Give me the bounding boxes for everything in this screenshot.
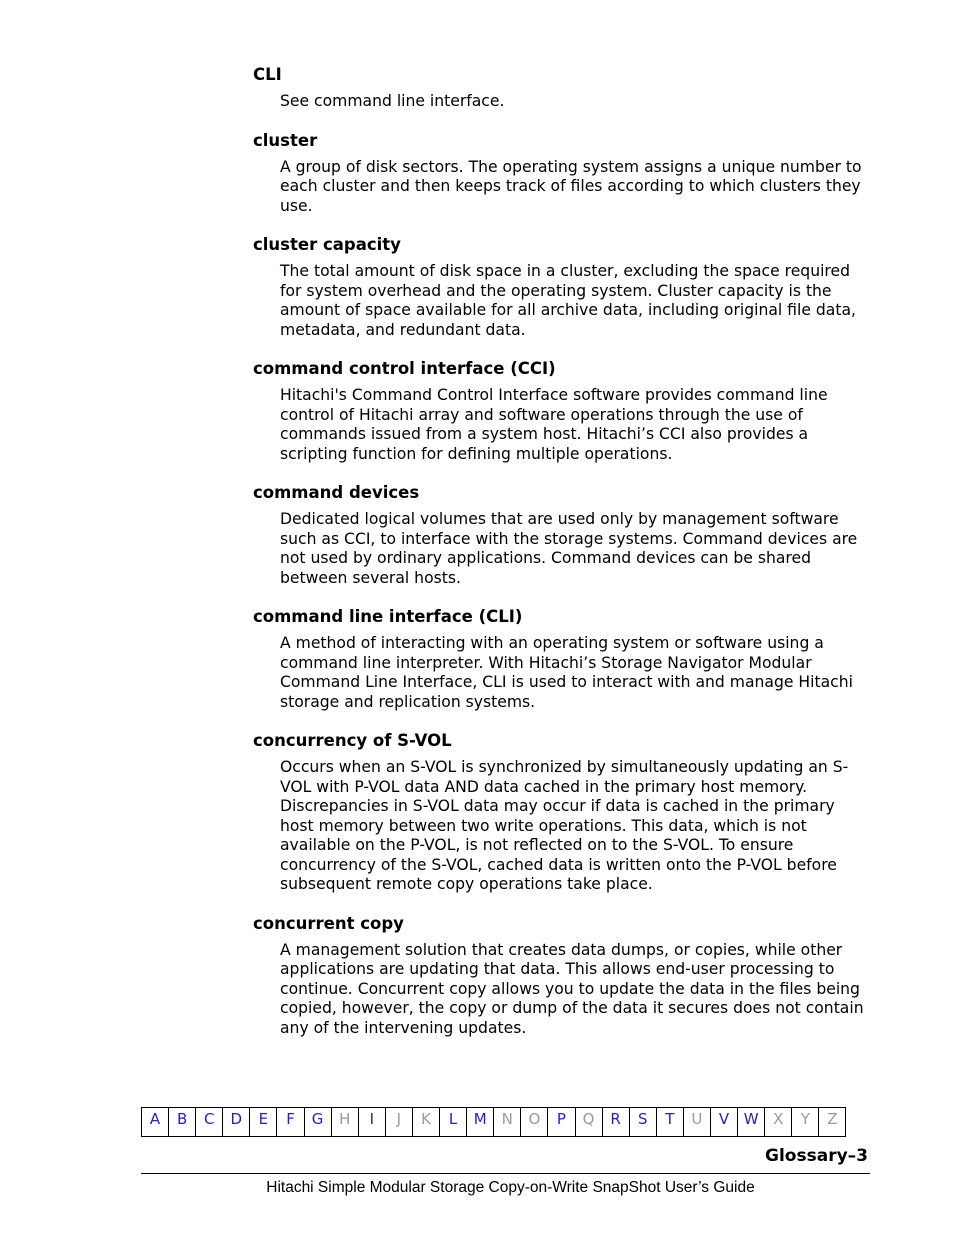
glossary-definition: See command line interface.: [280, 92, 505, 110]
alphabet-link-c[interactable]: C: [196, 1108, 223, 1136]
alphabet-link-y: Y: [792, 1108, 819, 1136]
glossary-entry: [253, 130, 873, 217]
alphabet-link-n: N: [494, 1108, 521, 1136]
alphabet-link-q: Q: [576, 1108, 603, 1136]
alphabet-link-u: U: [684, 1108, 711, 1136]
alphabet-link-f[interactable]: F: [277, 1108, 304, 1136]
footer-divider: [141, 1173, 870, 1174]
alphabet-link-s[interactable]: S: [630, 1108, 657, 1136]
alphabet-link-w[interactable]: W: [738, 1108, 765, 1136]
glossary-definition: A method of interacting with an operating system or software using a command line interpreter. With Hitachi’s Storage Navigator Modular Command Line Interface, CLI is used to interact with and manage Hitachi storage and replication systems.: [280, 634, 853, 711]
glossary-definition: Occurs when an S-VOL is synchronized by simultaneously updating an S-VOL with P-VOL data AND data cached in the primary host memory. Discrepancies in S-VOL data may occur if data is cached in the primary host memory between two write operations. This data, which is not available on the P-VOL, is not reflected on to the S-VOL. To ensure concurrency of the S-VOL, cached data is written onto the P-VOL before subsequent remote copy operations take place.: [280, 758, 849, 893]
page-number: Glossary–3: [765, 1146, 868, 1166]
glossary-term: command control interface (CCI): [253, 359, 556, 378]
alphabet-link-v[interactable]: V: [711, 1108, 738, 1136]
glossary-entry: [253, 358, 873, 464]
glossary-term: CLI: [253, 65, 282, 84]
alphabet-link-i[interactable]: I: [359, 1108, 386, 1136]
glossary-term: command line interface (CLI): [253, 607, 523, 626]
alphabet-link-h: H: [332, 1108, 359, 1136]
alphabet-link-t[interactable]: T: [657, 1108, 684, 1136]
alphabet-index-nav: [141, 1107, 846, 1137]
alphabet-link-l[interactable]: L: [440, 1108, 467, 1136]
glossary-definition: Hitachi's Command Control Interface software provides command line control of Hitachi array and software operations through the use of commands issued from a system host. Hitachi’s CCI also provides a scripting function for defining multiple operations.: [280, 386, 828, 463]
alphabet-link-r[interactable]: R: [603, 1108, 630, 1136]
glossary-entry: [253, 234, 873, 340]
document-title: Hitachi Simple Modular Storage Copy-on-Write SnapShot User’s Guide: [266, 1179, 755, 1196]
alphabet-link-p[interactable]: P: [548, 1108, 575, 1136]
glossary-entry: [253, 482, 873, 588]
glossary-term: cluster: [253, 130, 318, 150]
glossary-entry: [253, 606, 873, 712]
glossary-definition: A group of disk sectors. The operating system assigns a unique number to each cluster and then keeps track of files according to which clusters they use.: [280, 157, 862, 215]
glossary-term: concurrency of S-VOL: [253, 731, 452, 750]
alphabet-link-o: O: [521, 1108, 548, 1136]
glossary-entry: [253, 730, 873, 895]
glossary-definition: Dedicated logical volumes that are used only by management software such as CCI, to interface with the storage systems. Command devices are not used by ordinary applications. Command devices can be shared between several hosts.: [280, 510, 858, 587]
glossary-entries: [253, 64, 873, 1056]
glossary-definition: A management solution that creates data dumps, or copies, while other applications are updating that data. This allows end-user processing to continue. Concurrent copy allows you to update the data in the files being copied, however, the copy or dump of the data it secures does not contain any of the intervening updates.: [280, 940, 864, 1037]
glossary-term: concurrent copy: [253, 913, 404, 933]
glossary-entry: [253, 64, 873, 112]
alphabet-link-e[interactable]: E: [250, 1108, 277, 1136]
alphabet-link-x: X: [765, 1108, 792, 1136]
alphabet-link-a[interactable]: A: [142, 1108, 169, 1136]
glossary-entry: [253, 913, 873, 1039]
alphabet-link-j: J: [386, 1108, 413, 1136]
alphabet-link-g[interactable]: G: [305, 1108, 332, 1136]
glossary-term: command devices: [253, 483, 420, 502]
alphabet-link-b[interactable]: B: [169, 1108, 196, 1136]
alphabet-link-m[interactable]: M: [467, 1108, 494, 1136]
glossary-definition: The total amount of disk space in a cluster, excluding the space required for system overhead and the operating system. Cluster capacity is the amount of space available for all archive data, including original file data, metadata, and redundant data.: [280, 262, 856, 339]
alphabet-link-d[interactable]: D: [223, 1108, 250, 1136]
glossary-term: cluster capacity: [253, 235, 401, 254]
alphabet-link-z: Z: [819, 1108, 846, 1136]
alphabet-link-k: K: [413, 1108, 440, 1136]
